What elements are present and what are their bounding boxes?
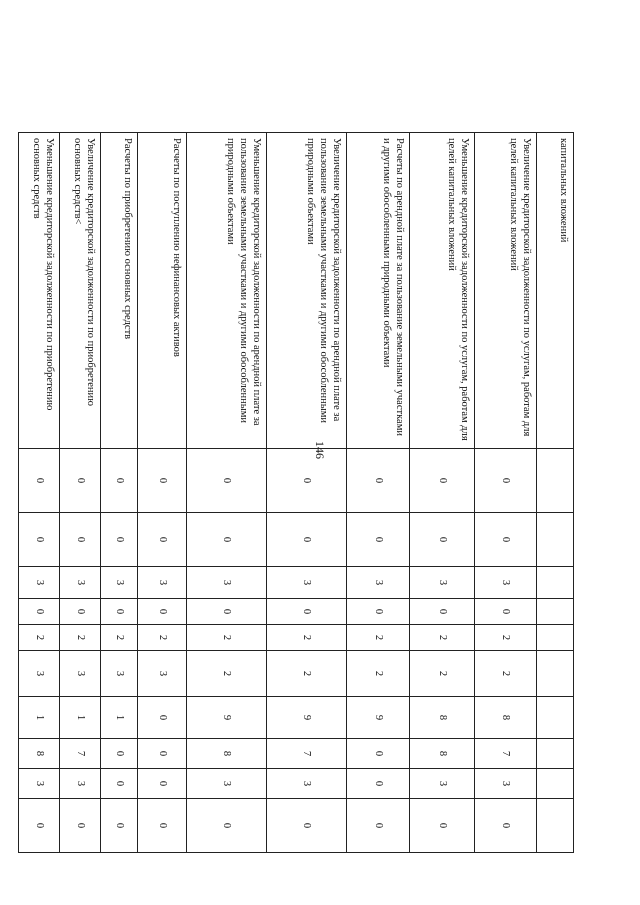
row-label: Расчеты по приобретению основных средств [101, 133, 138, 449]
table-cell: 3 [187, 769, 267, 799]
table-cell: 3 [138, 567, 187, 599]
table-cell: 8 [410, 739, 475, 769]
table-cell: 0 [187, 599, 267, 625]
table-cell: 0 [138, 697, 187, 739]
table-cell: 3 [187, 567, 267, 599]
table-cell [537, 739, 574, 769]
table-cell: 0 [138, 799, 187, 853]
table-cell: 7 [267, 739, 347, 769]
row-label: Увеличение кредиторской задолженности по арендной плате за пользование земельными участками и другими обособленными природными объектами [267, 133, 347, 449]
table-cell: 0 [267, 513, 347, 567]
table-cell: 0 [101, 513, 138, 567]
table-cell: 0 [138, 739, 187, 769]
table-row [410, 133, 475, 853]
table-cell: 0 [410, 449, 475, 513]
table-cell: 0 [60, 799, 101, 853]
table-cell: 2 [410, 625, 475, 651]
table-cell: 3 [475, 567, 537, 599]
row-label: Уменьшение кредиторской задолженности по приобретению основных средств [19, 133, 60, 449]
table-cell: 2 [187, 625, 267, 651]
table-cell: 0 [347, 769, 410, 799]
table-row [347, 133, 410, 853]
table-cell: 0 [19, 599, 60, 625]
table-cell: 3 [19, 769, 60, 799]
table-row-continuation [537, 133, 574, 853]
table-cell: 7 [475, 739, 537, 769]
table-row [475, 133, 537, 853]
table-cell: 3 [19, 567, 60, 599]
table-cell: 0 [19, 513, 60, 567]
table-cell: 0 [60, 449, 101, 513]
table-row [138, 133, 187, 853]
table-cell: 3 [101, 651, 138, 697]
table-cell: 0 [475, 599, 537, 625]
table-row [101, 133, 138, 853]
table-cell: 2 [60, 625, 101, 651]
table-cell: 2 [347, 625, 410, 651]
table-cell: 3 [60, 651, 101, 697]
table-cell: 2 [267, 625, 347, 651]
table-cell: 2 [410, 651, 475, 697]
table-cell: 0 [347, 513, 410, 567]
table-cell [537, 799, 574, 853]
table-cell: 0 [60, 599, 101, 625]
table-cell: 0 [347, 799, 410, 853]
table-cell [537, 449, 574, 513]
table-cell: 3 [410, 567, 475, 599]
table-cell: 2 [347, 651, 410, 697]
row-label: Расчеты по арендной плате за пользование земельными участками и другими обособленными природными объектами [347, 133, 410, 449]
table-cell: 9 [267, 697, 347, 739]
table-cell: 9 [347, 697, 410, 739]
table-cell: 3 [19, 651, 60, 697]
row-label: капитальных вложений [537, 133, 574, 449]
table-cell: 0 [475, 449, 537, 513]
table-cell: 0 [267, 799, 347, 853]
table-cell: 0 [267, 449, 347, 513]
table-cell [537, 599, 574, 625]
table-row [187, 133, 267, 853]
table-cell: 0 [410, 513, 475, 567]
table-cell: 2 [138, 625, 187, 651]
table-cell: 2 [19, 625, 60, 651]
table-cell [537, 651, 574, 697]
table-cell: 0 [138, 449, 187, 513]
rotated-table-container [30, 132, 574, 852]
table-cell: 3 [60, 769, 101, 799]
table-cell: 0 [101, 599, 138, 625]
table-cell: 3 [138, 651, 187, 697]
table-row [19, 133, 60, 853]
table-cell: 0 [347, 739, 410, 769]
table-cell [537, 513, 574, 567]
table-cell: 3 [101, 567, 138, 599]
table-cell: 0 [267, 599, 347, 625]
table-cell: 2 [267, 651, 347, 697]
table-cell: 8 [475, 697, 537, 739]
table-cell: 0 [347, 449, 410, 513]
table-cell: 0 [410, 599, 475, 625]
table-cell: 0 [19, 449, 60, 513]
table-cell: 1 [101, 697, 138, 739]
table-cell: 3 [267, 769, 347, 799]
table-cell: 3 [475, 769, 537, 799]
table-cell: 0 [138, 769, 187, 799]
table-cell: 3 [267, 567, 347, 599]
table-cell: 0 [60, 513, 101, 567]
table-cell: 0 [475, 513, 537, 567]
table-cell: 0 [138, 599, 187, 625]
table-cell: 0 [101, 799, 138, 853]
table-cell: 3 [60, 567, 101, 599]
table-cell [537, 697, 574, 739]
row-label: Увеличение кредиторской задолженности по приобретению основных средств< [60, 133, 101, 449]
table-cell: 0 [138, 513, 187, 567]
account-code-table [18, 132, 574, 853]
row-label: Уменьшение кредиторской задолженности по услугам, работам для целей капитальных вложений [410, 133, 475, 449]
table-cell: 0 [410, 799, 475, 853]
table-cell: 0 [475, 799, 537, 853]
page-number: 146 [313, 441, 327, 459]
table-cell: 8 [187, 739, 267, 769]
table-cell: 0 [187, 513, 267, 567]
table-cell: 3 [410, 769, 475, 799]
table-cell: 0 [187, 799, 267, 853]
row-label: Уменьшение кредиторской задолженности по арендной плате за пользование земельными участками и другими обособленными природными объектами [187, 133, 267, 449]
table-cell: 0 [101, 449, 138, 513]
table-cell: 8 [410, 697, 475, 739]
table-cell: 0 [187, 449, 267, 513]
table-cell [537, 769, 574, 799]
table-cell: 1 [19, 697, 60, 739]
document-table-area [30, 132, 574, 852]
row-label: Увеличение кредиторской задолженности по услугам, работам для целей капитальных вложений [475, 133, 537, 449]
table-row [60, 133, 101, 853]
table-cell: 2 [101, 625, 138, 651]
table-cell [537, 625, 574, 651]
table-cell: 7 [60, 739, 101, 769]
table-cell [537, 567, 574, 599]
table-cell: 0 [101, 739, 138, 769]
table-cell: 0 [347, 599, 410, 625]
table-cell: 2 [475, 625, 537, 651]
table-cell: 2 [475, 651, 537, 697]
table-cell: 8 [19, 739, 60, 769]
table-cell: 1 [60, 697, 101, 739]
table-cell: 2 [187, 651, 267, 697]
table-row [267, 133, 347, 853]
table-cell: 3 [347, 567, 410, 599]
table-cell: 0 [101, 769, 138, 799]
table-cell: 9 [187, 697, 267, 739]
row-label: Расчеты по поступлению нефинансовых активов [138, 133, 187, 449]
table-cell: 0 [19, 799, 60, 853]
